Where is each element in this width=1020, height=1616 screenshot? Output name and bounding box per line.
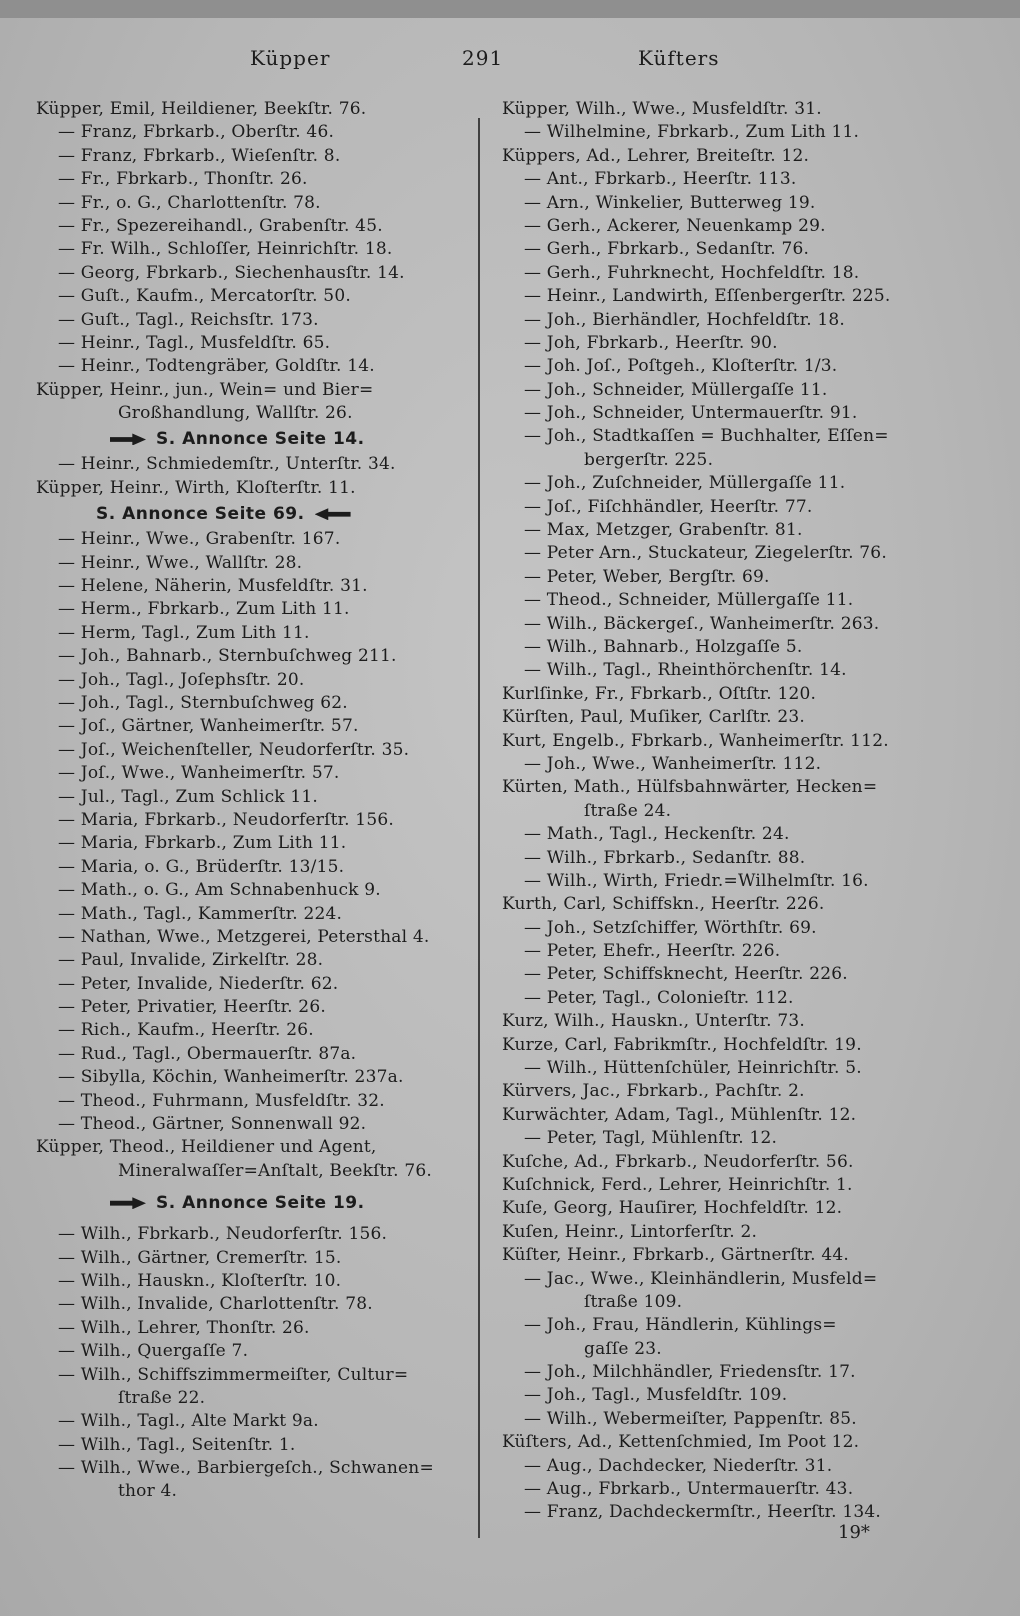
- directory-entry: — Georg, Fbrkarb., Siechenhausſtr. 14.: [58, 262, 405, 283]
- directory-entry: Kurth, Carl, Schiffskn., Heerſtr. 226.: [502, 894, 825, 915]
- directory-entry: — Peter, Ehefr., Heerſtr. 226.: [524, 941, 781, 962]
- directory-entry: — Herm, Tagl., Zum Lith 11.: [58, 622, 310, 643]
- directory-entry: — Fr., Spezereihandl., Grabenſtr. 45.: [58, 215, 383, 236]
- directory-entry: — Jac., Wwe., Kleinhändlerin, Musfeld=: [524, 1268, 878, 1289]
- directory-entry: Küſter, Heinr., Fbrkarb., Gärtnerſtr. 44.: [502, 1245, 849, 1266]
- directory-entry: — Joh., Stadtkaſſen = Buchhalter, Eſſen=: [524, 426, 889, 447]
- directory-entry: — Heinr., Wwe., Grabenſtr. 167.: [58, 529, 341, 550]
- directory-entry: — Gerh., Fbrkarb., Sedanſtr. 76.: [524, 239, 810, 260]
- sheet-signature: 19*: [838, 1522, 870, 1543]
- directory-entry: — Gerh., Fuhrknecht, Hochfeldſtr. 18.: [524, 262, 860, 283]
- directory-entry: — Peter, Tagl., Colonieſtr. 112.: [524, 987, 794, 1008]
- pointing-hand-icon: [110, 1197, 146, 1209]
- directory-entry: — Guſt., Kaufm., Mercatorſtr. 50.: [58, 286, 351, 307]
- directory-entry: — Joh., Bahnarb., Sternbuſchweg 211.: [58, 646, 397, 667]
- directory-entry: — Heinr., Tagl., Musfeldſtr. 65.: [58, 332, 331, 353]
- directory-entry: — Gerh., Ackerer, Neuenkamp 29.: [524, 215, 826, 236]
- directory-entry: — Franz, Dachdeckermſtr., Heerſtr. 134.: [524, 1502, 881, 1523]
- directory-entry: — Franz, Fbrkarb., Oberſtr. 46.: [58, 122, 335, 143]
- annonce-text: S. Annonce Seite 14.: [156, 429, 365, 450]
- directory-entry: — Heinr., Landwirth, Eſſenbergerſtr. 225.: [524, 286, 891, 307]
- directory-entry: — Paul, Invalide, Zirkelſtr. 28.: [58, 950, 324, 971]
- directory-entry: — Fr., Fbrkarb., Thonſtr. 26.: [58, 169, 308, 190]
- directory-entry: — Joh. Joſ., Poſtgeh., Kloſterſtr. 1/3.: [524, 356, 838, 377]
- right-column: [502, 98, 967, 1525]
- directory-entry: Kurz, Wilh., Hauskn., Unterſtr. 73.: [502, 1011, 805, 1032]
- directory-entry: — Wilh., Bahnarb., Holzgaſſe 5.: [524, 636, 803, 657]
- directory-entry: — Math., o. G., Am Schnabenhuck 9.: [58, 880, 381, 901]
- directory-entry: — Math., Tagl., Kammerſtr. 224.: [58, 903, 343, 924]
- directory-entry: Küpper, Heinr., Wirth, Kloſterſtr. 11.: [36, 477, 356, 498]
- directory-entry: — Math., Tagl., Heckenſtr. 24.: [524, 824, 790, 845]
- directory-entry: — Wilh., Hauskn., Kloſterſtr. 10.: [58, 1270, 342, 1291]
- annonce-text: S. Annonce Seite 19.: [156, 1193, 365, 1214]
- directory-entry: gaſſe 23.: [584, 1338, 662, 1359]
- directory-entry: — Maria, Fbrkarb., Neudorferſtr. 156.: [58, 809, 394, 830]
- directory-entry: — Wilh., Webermeiſter, Pappenſtr. 85.: [524, 1408, 857, 1429]
- directory-entry: — Wilh., Tagl., Seitenſtr. 1.: [58, 1434, 296, 1455]
- directory-entry: Kürten, Math., Hülfsbahnwärter, Hecken=: [502, 777, 878, 798]
- directory-entry: — Joh., Tagl., Sternbuſchweg 62.: [58, 692, 348, 713]
- directory-entry: — Joh., Schneider, Untermauerſtr. 91.: [524, 403, 858, 424]
- directory-entry: — Wilh., Wwe., Barbiergeſch., Schwanen=: [58, 1458, 434, 1479]
- annonce-reference: [36, 425, 501, 453]
- directory-entry: — Wilh., Hüttenſchüler, Heinrichſtr. 5.: [524, 1058, 862, 1079]
- directory-entry: — Heinr., Wwe., Wallſtr. 28.: [58, 552, 303, 573]
- directory-entry: — Arn., Winkelier, Butterweg 19.: [524, 192, 816, 213]
- directory-entry: — Joh., Tagl., Musfeldſtr. 109.: [524, 1385, 788, 1406]
- directory-entry: — Peter Arn., Stuckateur, Ziegelerſtr. 76.: [524, 543, 887, 564]
- directory-entry: — Fr., o. G., Charlottenſtr. 78.: [58, 192, 321, 213]
- directory-entry: — Aug., Fbrkarb., Untermauerſtr. 43.: [524, 1479, 854, 1500]
- directory-entry: — Wilhelmine, Fbrkarb., Zum Lith 11.: [524, 122, 860, 143]
- directory-entry: — Herm., Fbrkarb., Zum Lith 11.: [58, 599, 350, 620]
- directory-entry: Mineralwaſſer=Anſtalt, Beekſtr. 76.: [118, 1160, 432, 1181]
- directory-entry: Küppers, Ad., Lehrer, Breiteſtr. 12.: [502, 145, 810, 166]
- directory-entry: — Theod., Gärtner, Sonnenwall 92.: [58, 1114, 367, 1135]
- directory-entry: — Wilh., Tagl., Rheinthörchenſtr. 14.: [524, 660, 847, 681]
- directory-entry: Kuſe, Georg, Hauſirer, Hochfeldſtr. 12.: [502, 1198, 843, 1219]
- directory-entry: — Max, Metzger, Grabenſtr. 81.: [524, 520, 803, 541]
- annonce-reference: [36, 500, 501, 528]
- directory-entry: — Theod., Schneider, Müllergaſſe 11.: [524, 590, 854, 611]
- directory-entry: ſtraße 24.: [584, 800, 672, 821]
- directory-entry: Kurlſinke, Fr., Fbrkarb., Oſtſtr. 120.: [502, 683, 817, 704]
- page-number: 291: [462, 46, 504, 70]
- header-left-keyword: Küpper: [250, 46, 331, 70]
- directory-entry: — Joh, Fbrkarb., Heerſtr. 90.: [524, 332, 778, 353]
- directory-entry: — Peter, Weber, Bergſtr. 69.: [524, 566, 770, 587]
- directory-entry: ſtraße 109.: [584, 1291, 683, 1312]
- directory-entry: — Maria, Fbrkarb., Zum Lith 11.: [58, 833, 347, 854]
- directory-entry: — Guſt., Tagl., Reichsſtr. 173.: [58, 309, 319, 330]
- directory-entry: — Wilh., Quergaſſe 7.: [58, 1341, 249, 1362]
- directory-entry: — Aug., Dachdecker, Niederſtr. 31.: [524, 1455, 833, 1476]
- directory-entry: — Rich., Kaufm., Heerſtr. 26.: [58, 1020, 314, 1041]
- directory-entry: — Joſ., Wwe., Wanheimerſtr. 57.: [58, 763, 340, 784]
- directory-entry: — Sibylla, Köchin, Wanheimerſtr. 237a.: [58, 1067, 404, 1088]
- directory-entry: — Wilh., Invalide, Charlottenſtr. 78.: [58, 1294, 373, 1315]
- directory-entry: Kuſche, Ad., Fbrkarb., Neudorferſtr. 56.: [502, 1151, 854, 1172]
- directory-entry: — Wilh., Schiffszimmermeiſter, Cultur=: [58, 1364, 409, 1385]
- directory-entry: Kürvers, Jac., Fbrkarb., Pachſtr. 2.: [502, 1081, 805, 1102]
- directory-entry: Küpper, Emil, Heildiener, Beekſtr. 76.: [36, 99, 367, 119]
- directory-entry: — Joh., Bierhändler, Hochfeldſtr. 18.: [524, 309, 846, 330]
- directory-entry: — Joſ., Fiſchhändler, Heerſtr. 77.: [524, 496, 813, 517]
- directory-entry: Kurt, Engelb., Fbrkarb., Wanheimerſtr. 112.: [502, 730, 889, 751]
- directory-entry: Kuſen, Heinr., Lintorferſtr. 2.: [502, 1221, 758, 1242]
- directory-entry: — Wilh., Lehrer, Thonſtr. 26.: [58, 1317, 310, 1338]
- directory-entry: — Nathan, Wwe., Metzgerei, Petersthal 4.: [58, 926, 430, 947]
- directory-entry: — Wilh., Tagl., Alte Markt 9a.: [58, 1411, 319, 1432]
- directory-entry: — Ant., Fbrkarb., Heerſtr. 113.: [524, 169, 797, 190]
- directory-entry: — Heinr., Todtengräber, Goldſtr. 14.: [58, 356, 375, 377]
- directory-entry: Kürſten, Paul, Muſiker, Carlſtr. 23.: [502, 707, 805, 728]
- directory-entry: — Franz, Fbrkarb., Wieſenſtr. 8.: [58, 145, 341, 166]
- directory-entry: Küpper, Heinr., jun., Wein= und Bier=: [36, 379, 374, 400]
- directory-entry: Kurze, Carl, Fabrikmſtr., Hochfeldſtr. 19.: [502, 1034, 862, 1055]
- directory-entry: — Wilh., Fbrkarb., Sedanſtr. 88.: [524, 847, 806, 868]
- directory-entry: — Joh., Wwe., Wanheimerſtr. 112.: [524, 753, 822, 774]
- directory-entry: — Joh., Schneider, Müllergaſſe 11.: [524, 379, 828, 400]
- directory-entry: — Joh., Milchhändler, Friedensſtr. 17.: [524, 1362, 856, 1383]
- directory-entry: — Wilh., Wirth, Friedr.=Wilhelmſtr. 16.: [524, 870, 869, 891]
- directory-entry: — Wilh., Bäckergeſ., Wanheimerſtr. 263.: [524, 613, 880, 634]
- column-divider: [478, 118, 480, 1538]
- annonce-reference: [36, 1189, 501, 1217]
- directory-entry: Kuſchnick, Ferd., Lehrer, Heinrichſtr. 1.: [502, 1174, 853, 1195]
- directory-entry: — Heinr., Schmiedemſtr., Unterſtr. 34.: [58, 454, 396, 475]
- pointing-hand-icon: [315, 508, 351, 520]
- directory-entry: — Peter, Tagl, Mühlenſtr. 12.: [524, 1128, 778, 1149]
- directory-page: [0, 18, 1020, 1616]
- page-header: [0, 46, 1020, 86]
- directory-entry: Küpper, Theod., Heildiener und Agent,: [36, 1137, 377, 1158]
- directory-entry: — Rud., Tagl., Obermauerſtr. 87a.: [58, 1043, 357, 1064]
- directory-entry: — Joh., Setzſchiffer, Wörthſtr. 69.: [524, 917, 817, 938]
- directory-entry: — Theod., Fuhrmann, Musfeldſtr. 32.: [58, 1090, 385, 1111]
- directory-entry: — Peter, Privatier, Heerſtr. 26.: [58, 997, 326, 1018]
- header-right-keyword: Küfters: [638, 46, 720, 70]
- directory-entry: — Joh., Frau, Händlerin, Kühlings=: [524, 1315, 837, 1336]
- directory-entry: — Joh., Tagl., Joſephsſtr. 20.: [58, 669, 305, 690]
- directory-entry: — Jul., Tagl., Zum Schlick 11.: [58, 786, 319, 807]
- directory-entry: Küpper, Wilh., Wwe., Musfeldſtr. 31.: [502, 99, 822, 119]
- directory-entry: — Wilh., Gärtner, Cremerſtr. 15.: [58, 1247, 342, 1268]
- pointing-hand-icon: [110, 433, 146, 445]
- directory-entry: — Maria, o. G., Brüderſtr. 13/15.: [58, 856, 345, 877]
- annonce-text: S. Annonce Seite 69.: [96, 504, 305, 525]
- directory-entry: — Peter, Invalide, Niederſtr. 62.: [58, 973, 339, 994]
- directory-entry: — Wilh., Fbrkarb., Neudorferſtr. 156.: [58, 1224, 388, 1245]
- directory-entry: — Peter, Schiffsknecht, Heerſtr. 226.: [524, 964, 848, 985]
- directory-entry: Großhandlung, Wallſtr. 26.: [118, 403, 353, 424]
- directory-entry: — Fr. Wilh., Schloſſer, Heinrichſtr. 18.: [58, 239, 393, 260]
- directory-entry: — Joſ., Gärtner, Wanheimerſtr. 57.: [58, 716, 359, 737]
- directory-entry: Küſters, Ad., Kettenſchmied, Im Poot 12.: [502, 1432, 860, 1453]
- directory-entry: ſtraße 22.: [118, 1387, 206, 1408]
- directory-entry: — Joſ., Weichenſteller, Neudorferſtr. 35.: [58, 739, 410, 760]
- directory-entry: bergerſtr. 225.: [584, 449, 714, 470]
- directory-entry: — Helene, Näherin, Musfeldſtr. 31.: [58, 576, 368, 597]
- left-column: [36, 98, 501, 1504]
- directory-entry: Kurwächter, Adam, Tagl., Mühlenſtr. 12.: [502, 1104, 857, 1125]
- directory-entry: — Joh., Zuſchneider, Müllergaſſe 11.: [524, 473, 846, 494]
- directory-entry: thor 4.: [118, 1481, 178, 1502]
